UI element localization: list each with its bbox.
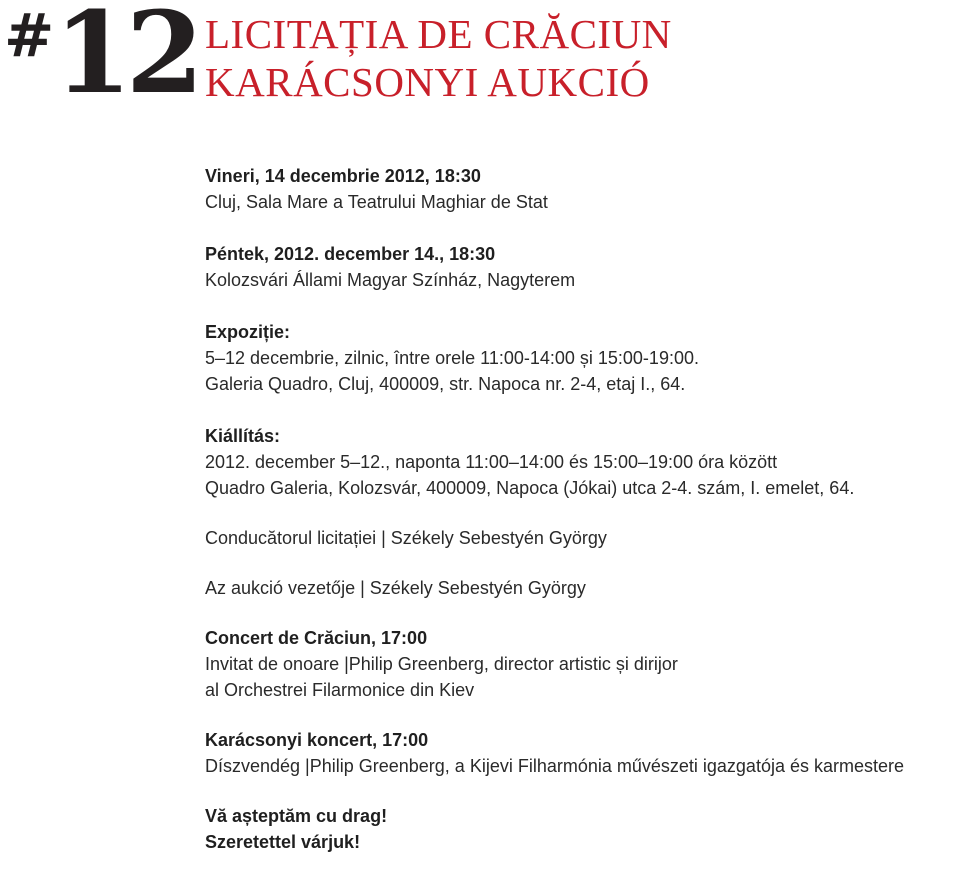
expo-address-hu: Quadro Galeria, Kolozsvár, 400009, Napoca (Jókai) utca 2-4. szám, I. emelet, 64.	[205, 478, 855, 498]
event-details	[205, 163, 960, 855]
expo-dates-hu: 2012. december 5–12., naponta 11:00–14:00 és 15:00–19:00 óra között	[205, 452, 778, 472]
closing-hu: Szeretettel várjuk!	[205, 832, 361, 852]
expo-dates-ro: 5–12 decembrie, zilnic, între orele 11:00-14:00 și 15:00-19:00.	[205, 348, 699, 368]
auctioneer-hu: Az aukció vezetője | Székely Sebestyén György	[205, 578, 586, 598]
page-title	[205, 10, 672, 106]
number-hash: #	[4, 1, 55, 71]
event-date-hu: Péntek, 2012. december 14., 18:30	[205, 244, 496, 264]
event-venue-ro: Cluj, Sala Mare a Teatrului Maghiar de Stat	[205, 192, 548, 212]
closing-ro: Vă așteptăm cu drag!	[205, 806, 388, 826]
concert-guest-hu: Díszvendég |Philip Greenberg, a Kijevi Filharmónia művészeti igazgatója és karmestere	[205, 756, 905, 776]
concert-guest-ro: Invitat de onoare |Philip Greenberg, director artistic și dirijor	[205, 654, 678, 674]
expo-label-ro: Expoziție:	[205, 322, 291, 342]
title-romanian: LICITAȚIA DE CRĂCIUN	[205, 11, 672, 57]
number-digits: 12	[54, 0, 198, 119]
expo-label-hu: Kiállítás:	[205, 426, 281, 446]
concert-title-hu: Karácsonyi koncert, 17:00	[205, 730, 429, 750]
title-hungarian: KARÁCSONYI AUKCIÓ	[205, 59, 650, 105]
concert-guest-ro-cont: al Orchestrei Filarmonice din Kiev	[205, 680, 475, 700]
event-venue-hu: Kolozsvári Állami Magyar Színház, Nagyterem	[205, 270, 576, 290]
concert-title-ro: Concert de Crăciun, 17:00	[205, 628, 428, 648]
event-date-ro: Vineri, 14 decembrie 2012, 18:30	[205, 166, 481, 186]
expo-address-ro: Galeria Quadro, Cluj, 400009, str. Napoca nr. 2-4, etaj I., 64.	[205, 374, 686, 394]
auctioneer-ro: Conducătorul licitației | Székely Sebestyén György	[205, 528, 607, 548]
